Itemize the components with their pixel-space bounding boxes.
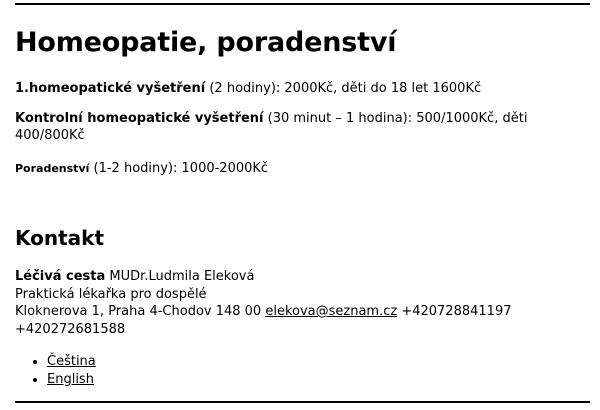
bottom-rule xyxy=(15,401,590,403)
language-item-en xyxy=(47,371,96,389)
phone-numbers: +420728841197 +420272681588 xyxy=(15,304,512,337)
page-title: Homeopatie, poradenství xyxy=(15,27,397,58)
contact-block xyxy=(15,268,585,338)
exam-detail: (30 minut – 1 hodina): 500/1000Kč, děti 400/800Kč xyxy=(15,111,528,143)
top-rule xyxy=(15,3,590,5)
language-list xyxy=(15,353,96,389)
email-link[interactable]: elekova@seznam.cz xyxy=(265,304,398,319)
contact-heading: Kontakt xyxy=(15,226,105,250)
exam-name: 1.homeopatické vyšetření xyxy=(15,81,206,96)
language-item-cs xyxy=(47,353,96,371)
exam-item-followup xyxy=(15,110,585,144)
contact-name-line xyxy=(15,268,585,286)
exam-detail: (1-2 hodiny): 1000-2000Kč xyxy=(89,161,269,176)
address: Kloknerova 1, Praha 4-Chodov 148 00 xyxy=(15,304,266,319)
exam-item-initial xyxy=(15,80,585,97)
doctor-name: MUDr.Ludmila Eleková xyxy=(105,269,255,284)
language-link-cs[interactable]: Čeština xyxy=(47,354,96,369)
language-link-en[interactable]: English xyxy=(47,372,94,387)
org-name: Léčivá cesta xyxy=(15,269,106,284)
exam-name: Kontrolní homeopatické vyšetření xyxy=(15,111,264,126)
exam-detail: (2 hodiny): 2000Kč, děti do 18 let 1600Kč xyxy=(205,81,482,96)
exam-item-consulting xyxy=(15,160,585,177)
exam-name: Poradenství xyxy=(15,162,90,175)
doctor-role: Praktická lékařka pro dospělé xyxy=(15,286,207,302)
address-line xyxy=(15,303,585,338)
